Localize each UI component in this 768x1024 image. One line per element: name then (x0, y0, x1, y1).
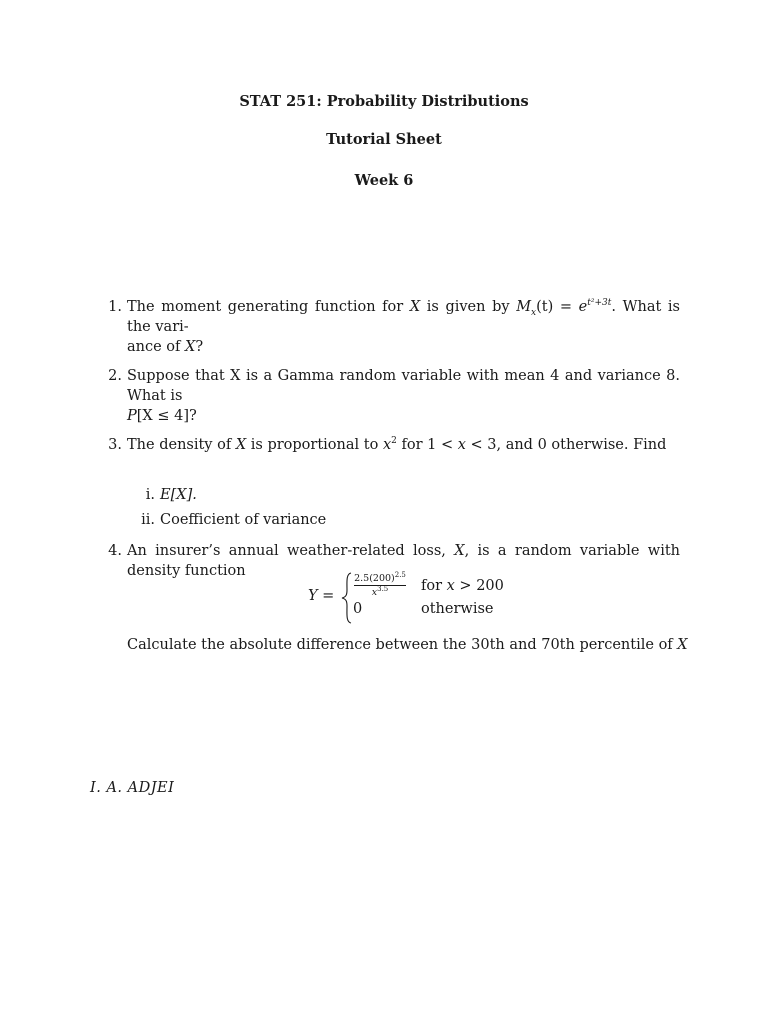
question-text: The density of X is proportional to $x^2$ for 1 < x < 3, and 0 otherwise. Find (127, 436, 667, 453)
question-number: 2. (108, 368, 122, 384)
condition-2: otherwise (421, 601, 494, 617)
question-text: An insurer’s annual weather-related loss, X, is a random variable with density function (127, 543, 680, 579)
question-number: 3. (108, 437, 122, 453)
piecewise-lhs: Y = (308, 588, 335, 604)
condition-1: for x > 200 (421, 578, 504, 594)
question-4-prompt: Calculate the absolute difference between the 30th and 70th percentile of X (127, 637, 688, 653)
sub-question-i: i. E[X]. (145, 487, 197, 503)
zero-case: 0 (353, 601, 363, 617)
fraction-denominator: $x^{3.5}$ (371, 584, 389, 598)
week-title: Week 6 (354, 172, 414, 189)
question-number: 1. (108, 299, 122, 315)
sub-question-ii: ii. Coefficient of variance (141, 512, 327, 528)
fraction-numerator: $2.5(200)^{2.5}$ (354, 570, 406, 584)
density-fraction (354, 570, 406, 598)
question-3 (100, 435, 680, 455)
question-2 (100, 366, 680, 426)
sheet-title: Tutorial Sheet (326, 131, 442, 148)
question-text: Suppose that X is a Gamma random variable with mean 4 and variance 8. What is P[X ≤ 4]? (127, 368, 680, 424)
author-signature: I. A. ADJEI (90, 780, 175, 796)
question-1 (100, 297, 680, 357)
left-brace (341, 572, 353, 624)
question-number: 4. (108, 543, 122, 559)
piecewise-density (308, 572, 528, 628)
course-title: STAT 251: Probability Distributions (239, 93, 529, 110)
question-text: The moment generating function for X is given by $M_x(t) = e^{t^2+3t}$. What is the vari- ance of X? (127, 298, 680, 355)
